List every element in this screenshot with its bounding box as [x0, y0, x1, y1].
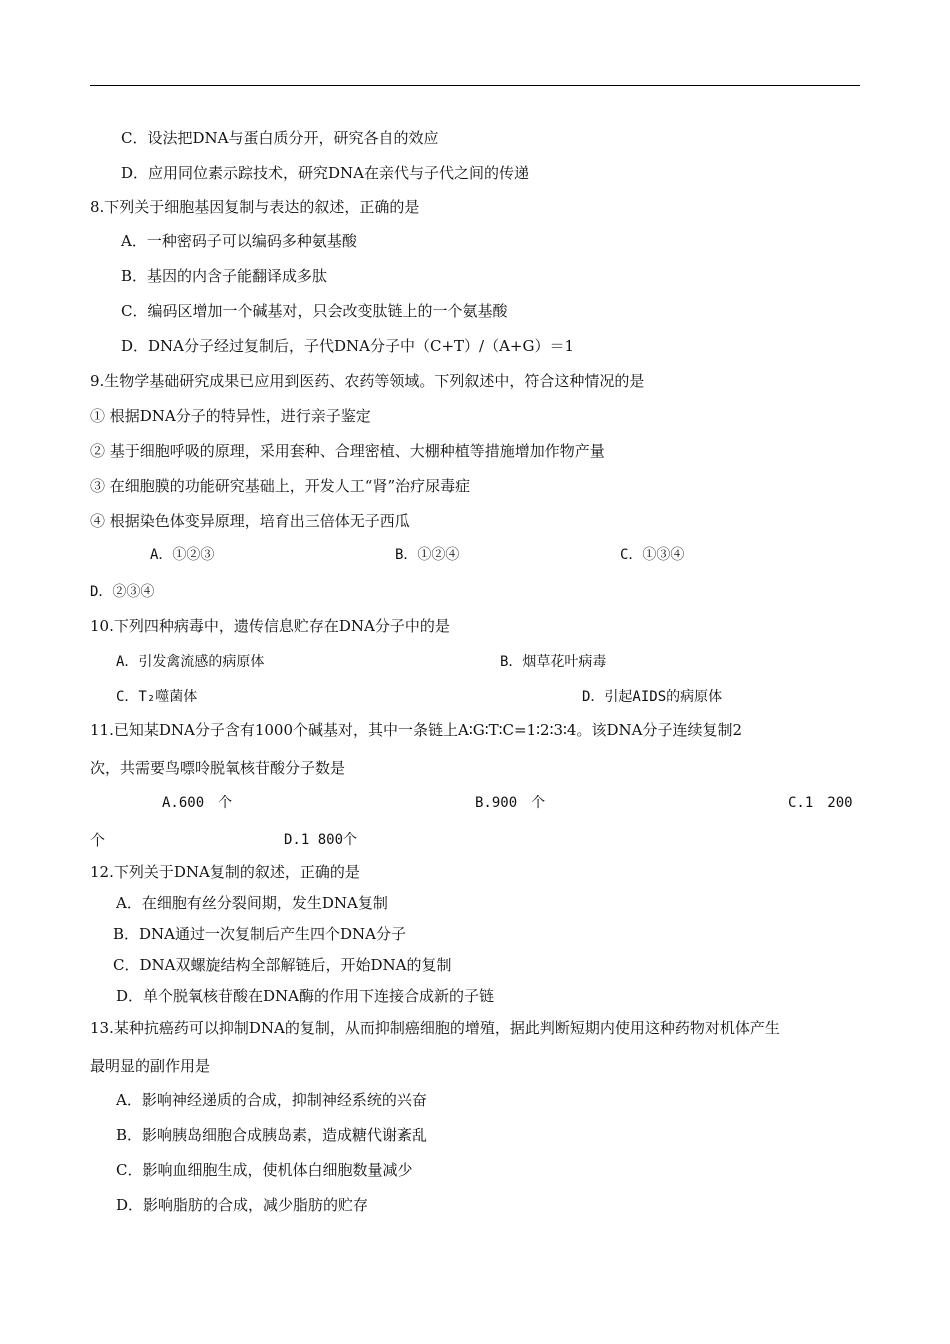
q13-stem-line2: 最明显的副作用是	[90, 1057, 211, 1075]
q10-stem: 10.下列四种病毒中，遗传信息贮存在DNA分子中的是	[90, 617, 450, 635]
q9-option-b: B．①②④	[395, 547, 460, 563]
q7-option-d: D．应用同位素示踪技术，研究DNA在亲代与子代之间的传递	[121, 164, 530, 182]
q7-option-c: C．设法把DNA与蛋白质分开，研究各自的效应	[121, 129, 439, 147]
header-rule	[90, 85, 860, 86]
q12-option-c: C．DNA双螺旋结构全部解链后，开始DNA的复制	[113, 956, 452, 974]
q13-stem-line1: 13.某种抗癌药可以抑制DNA的复制，从而抑制癌细胞的增殖，据此判断短期内使用这种药物对机体产生	[90, 1019, 780, 1037]
q9-statement-3: ③ 在细胞膜的功能研究基础上，开发人工“肾”治疗尿毒症	[90, 477, 471, 495]
q9-option-a: A．①②③	[150, 547, 215, 563]
q12-option-b: B．DNA通过一次复制后产生四个DNA分子	[113, 925, 406, 943]
q8-option-c: C．编码区增加一个碱基对，只会改变肽链上的一个氨基酸	[121, 302, 508, 320]
q12-option-d: D．单个脱氧核苷酸在DNA酶的作用下连接合成新的子链	[116, 987, 495, 1005]
q10-option-b: B．烟草花叶病毒	[500, 654, 607, 670]
q8-option-d: D．DNA分子经过复制后，子代DNA分子中（C+T）/（A+G）＝1	[121, 337, 575, 355]
q12-option-a: A．在细胞有丝分裂间期，发生DNA复制	[116, 894, 388, 912]
q10-option-a: A．引发禽流感的病原体	[116, 654, 265, 670]
q11-stem-line2: 次，共需要鸟嘌呤脱氧核苷酸分子数是	[90, 759, 346, 777]
q13-option-a: A．影响神经递质的合成，抑制神经系统的兴奋	[116, 1091, 427, 1109]
q11-option-a: A.600 个	[162, 795, 233, 811]
q11-option-b: B.900 个	[475, 795, 546, 811]
q11-option-c-continued: 个	[90, 831, 106, 849]
q10-option-c: C．T₂噬菌体	[116, 689, 198, 705]
q13-option-b: B．影响胰岛细胞合成胰岛素，造成糖代谢紊乱	[116, 1126, 428, 1144]
q10-option-d: D．引起AIDS的病原体	[582, 689, 723, 705]
q8-option-a: A．一种密码子可以编码多种氨基酸	[121, 232, 357, 250]
q11-option-d: D.1 800个	[284, 832, 358, 848]
q12-stem: 12.下列关于DNA复制的叙述，正确的是	[90, 863, 360, 881]
q11-stem-line1: 11.已知某DNA分子含有1000个碱基对，其中一条链上A∶G∶T∶C=1∶2∶3∶4。该DNA分子连续复制2	[90, 721, 743, 739]
q9-stem: 9.生物学基础研究成果已应用到医药、农药等领域。下列叙述中，符合这种情况的是	[90, 372, 645, 390]
q9-option-c: C．①③④	[620, 547, 685, 563]
q11-option-c: C.1 200	[788, 795, 853, 811]
q8-option-b: B．基因的内含子能翻译成多肽	[121, 267, 328, 285]
q9-statement-4: ④ 根据染色体变异原理，培育出三倍体无子西瓜	[90, 512, 410, 530]
q13-option-c: C．影响血细胞生成，使机体白细胞数量减少	[116, 1161, 413, 1179]
q9-option-d: D．②③④	[90, 584, 155, 600]
q9-statement-1: ① 根据DNA分子的特异性，进行亲子鉴定	[90, 407, 371, 425]
q9-statement-2: ② 基于细胞呼吸的原理，采用套种、合理密植、大棚种植等措施增加作物产量	[90, 442, 605, 460]
q13-option-d: D．影响脂肪的合成，减少脂肪的贮存	[116, 1196, 369, 1214]
q8-stem: 8.下列关于细胞基因复制与表达的叙述，正确的是	[90, 198, 420, 216]
